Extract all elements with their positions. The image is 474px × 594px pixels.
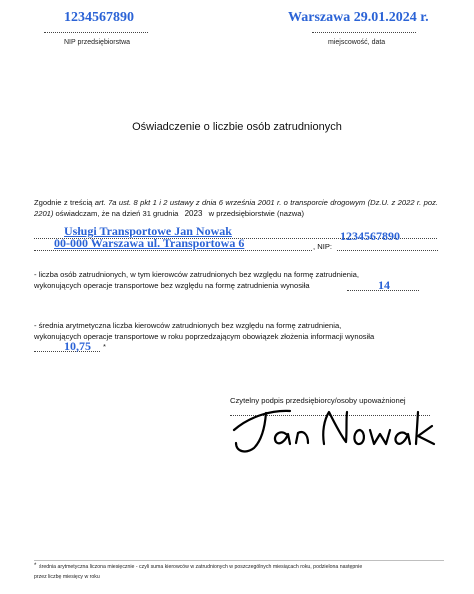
footnote-line1: średnia arytmetyczna liczona miesięcznie - czyli suma kierowców w zatrudnionych w poszczególnych miesiącach roku, podzielona następnie: [39, 564, 363, 570]
intro-part1: Zgodnie z treścią: [34, 198, 95, 207]
item1-value: 14: [378, 278, 390, 292]
item2-line1: - średnia arytmetyczna liczba kierowców zatrudnionych bez względu na formę zatrudnienia,: [34, 321, 342, 330]
intro-law-reference: art. 7a ust. 8 pkt 1 i 2 ustawy z dnia 6 września 2001 r. o transporcie drogowym (Dz.U. z 2022 r. poz. 2201): [34, 198, 439, 218]
company-nip-value: 1234567890: [340, 229, 400, 243]
nip-value: 1234567890: [64, 10, 134, 25]
handwritten-signature: [228, 396, 444, 460]
item2-value: 10,75: [64, 339, 91, 353]
intro-paragraph: [34, 197, 438, 219]
footnote-mark: *: [34, 563, 37, 569]
intro-part4: w przedsiębiorstwie (nazwa): [208, 209, 305, 218]
item2-line2: wykonujących operacje transportowe w roku poprzedzającym obowiązek złożenia informacji wynosiła: [34, 332, 375, 341]
item1-line2: wykonujących operacje transportowe bez względu na formę zatrudnienia wynosiła: [34, 281, 310, 290]
place-date-dotted-line: [312, 32, 416, 33]
nip-caption: NIP przedsiębiorstwa: [64, 39, 131, 46]
intro-part3: oświadczam, że na dzień 31 grudnia: [53, 209, 179, 218]
page-title: Oświadczenie o liczbie osób zatrudnionych: [132, 121, 342, 133]
company-address-value: 00-000 Warszawa ul. Transportowa 6: [54, 236, 245, 250]
intro-year: 2023: [184, 209, 203, 218]
company-nip-label: , NIP:: [313, 242, 332, 251]
nip-dotted-line: [44, 32, 148, 33]
company-name-value: Usługi Transportowe Jan Nowak: [64, 224, 232, 238]
item2-footnote-mark: *: [103, 342, 106, 351]
company-nip-line: [337, 250, 438, 251]
place-date-value: Warszawa 29.01.2024 r.: [288, 10, 429, 25]
footnote-line2: przez liczbę miesięcy w roku: [34, 574, 100, 580]
item1-line1: - liczba osób zatrudnionych, w tym kierowców zatrudnionych bez względu na formę zatrudnienia,: [34, 270, 360, 279]
place-date-caption: miejscowość, data: [328, 39, 386, 46]
footnote-separator: [34, 560, 444, 561]
signature-caption: Czytelny podpis przedsiębiorcy/osoby upoważnionej: [230, 396, 406, 405]
